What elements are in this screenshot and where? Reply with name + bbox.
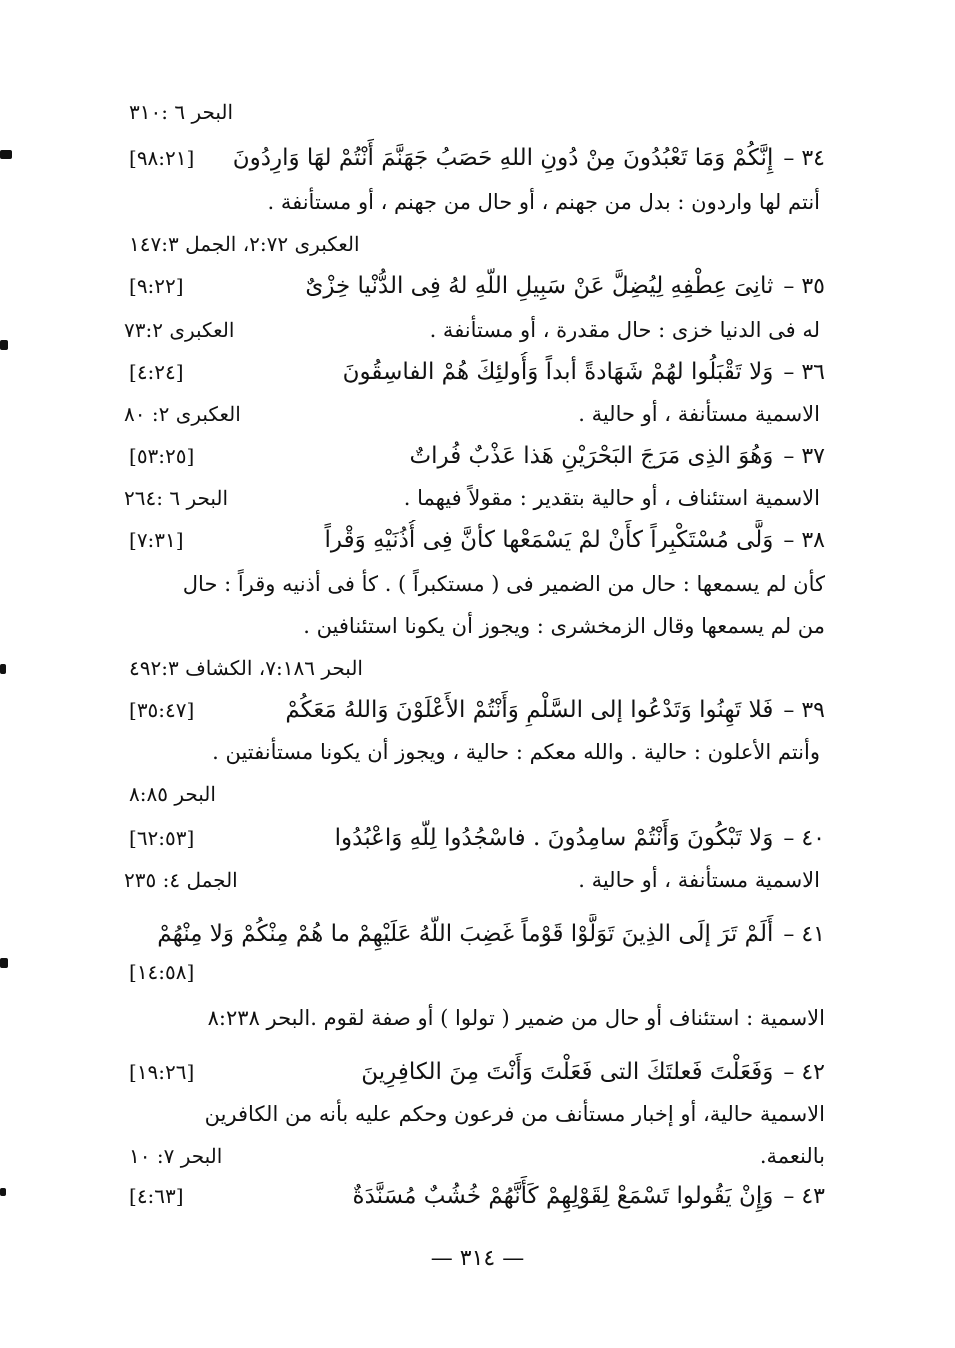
explanation-line [124,732,820,772]
verse-citation: [٩٨:٢١] [129,146,195,170]
verse-line [129,914,825,954]
verse-line [129,690,825,730]
explanation-text: الاسمية مستأنفة ، أو حالية . [578,868,820,892]
verse-citation: [٤:٢٤] [129,360,184,384]
scan-mark [0,1188,6,1196]
verse-line [129,266,825,306]
verse-text: وَلَّى مُسْتَكْبِراً كأَنْ لمْ يَسْمَعْها كأنَّ فِى أُذُنَيْهِ وَقْراً [324,527,774,553]
verse-text: أَلَمْ تَرَ إلَى الذِينَ تَوَلَّوْا قَوْماً غَضِبَ اللّهُ عَلَيْهِمْ ما هُمْ مِنْكُمْ وَلا مِنْهُمْ [157,921,774,947]
scan-mark [0,340,8,350]
verse-citation: [١٤:٥٨] [129,960,195,984]
verse-text: وَفَعَلْتَ فَعلتَكَ التى فَعَلْتَ وَأَنْتَ مِنَ الكافِرِينَ [361,1059,774,1085]
explanation-text: بالنعمة. [759,1144,825,1168]
source-reference-line [129,774,825,814]
verse-line [129,138,825,178]
verse-line [129,520,825,560]
explanation-line [124,310,820,350]
verse-number: ٣٥ – [783,273,825,299]
explanation-text: الاسمية : استئناف أو حال من ضمير ( تولوا ) أو صفة لقوم .البحر ٨:٢٣٨ [207,1006,825,1030]
verse-text: وَهُوَ الذِى مَرَجَ البَحْرَيْنِ هَذا عَذْبٌ فُراتٌ [409,443,774,469]
verse-text: ثانِىَ عِطْفِهِ لِيُضِلَّ عَنْ سَبِيلِ اللّهِ لهُ فِى الدُّنْيا خِزْىٌ [305,273,774,299]
explanation-text: أنتم لها واردون : بدل من جهنم ، أو حال من جهنم ، أو مستأنفة . [267,190,820,214]
verse-number: ٤٢ – [783,1059,825,1085]
source-reference-line [129,224,825,264]
source-reference: البحر ٦ :٣١٠ [129,100,234,124]
source-reference: البحر ٧: ١٠ [129,1144,223,1168]
explanation-text: من لم يسمعها وقال الزمخشرى : ويجوز أن يكونا استئنافين . [303,614,825,638]
explanation-text: الاسمية استئناف ، أو حالية بتقدير : مقولاً فيهما . [403,486,820,510]
verse-citation: [٣٥:٤٧] [129,698,195,722]
explanation-line [129,998,825,1038]
explanation-text: الاسمية حالية، أو إخبار مستأنف من فرعون وحكم عليه بأنه من الكافرين [204,1102,825,1126]
source-reference: البحر ٦ :٢٦٤ [124,486,229,510]
verse-number: ٤١ – [783,921,825,947]
explanation-line [129,564,825,604]
verse-line [129,436,825,476]
verse-citation: [١٩:٢٦] [129,1060,195,1084]
verse-number: ٣٤ – [783,145,825,171]
explanation-line [124,394,820,434]
explanation-text: وأنتم الأعلون : حالية . والله معكم : حالية ، ويجوز أن يكونا مستأنفتين . [212,740,820,764]
verse-number: ٣٦ – [783,359,825,385]
scan-mark [0,150,12,159]
source-reference-line [129,648,825,688]
scan-mark [0,664,6,674]
source-reference: العكبرى ٢: ٨٠ [124,402,241,426]
verse-text: إِنَّكُمْ وَمَا تَعْبُدُونَ مِنْ دُونِ اللهِ حَصَبُ جَهَنَّمَ أَنْتُمْ لهَا وَارِدُونَ [232,145,774,171]
explanation-text: الاسمية مستأنفة ، أو حالية . [578,402,820,426]
verse-number: ٤٠ – [783,825,825,851]
verse-number: ٣٩ – [783,697,825,723]
explanation-line [124,478,820,518]
page-number: — ٣١٤ — [430,1246,525,1271]
explanation-line [129,1136,825,1176]
verse-text: وَلا تَقْبَلُوا لهُمْ شَهَادةً أبداً وَأُولئِكَ هُمْ الفاسِقُونَ [342,359,774,385]
scan-mark [0,958,8,968]
explanation-text: كأن لم يسمعها : حال من الضمير فى ( مستكبراً ) . كأ فى أذنيه وقراً : حال [182,572,825,596]
explanation-line [129,1094,825,1134]
source-reference: العكبرى ٧٣:٢ [124,318,235,342]
source-reference: الجمل ٤: ٢٣٥ [124,868,238,892]
explanation-line [124,860,820,900]
verse-text: وَلا تَبْكُونَ وَأَنْتُمْ سامِدُونَ . فاسْجُدُوا لِلّهِ وَاعْبُدُوا [334,825,774,851]
source-reference-line [129,92,825,132]
verse-citation: [٧:٣١] [129,528,184,552]
verse-number: ٣٧ – [783,443,825,469]
verse-text: فَلا تَهِنُوا وَتَدْعُوا إلى السَّلْمِ وَأَنْتُمْ الأَعْلَوْنَ وَاللهُ مَعَكُمْ [285,697,774,723]
verse-citation: [٤:٦٣] [129,1184,184,1208]
verse-number: ٣٨ – [783,527,825,553]
explanation-line [124,182,820,222]
verse-citation: [٩:٢٢] [129,274,184,298]
verse-citation: [٥٣:٢٥] [129,444,195,468]
verse-text: وَإِنْ يَقُولوا تَسْمَعْ لِقَوْلِهِمْ كَأَنَّهُمْ خُشُبٌ مُسَنَّدَةٌ [352,1183,774,1209]
verse-citation: [٦٢:٥٣] [129,826,195,850]
source-reference: البحر ٧:١٨٦، الكشاف ٤٩٢:٣ [129,656,363,680]
verse-citation-line [129,952,825,992]
explanation-line [129,606,825,646]
verse-line [129,818,825,858]
verse-line [129,1052,825,1092]
source-reference: العكبرى ٢:٧٢، الجمل ١٤٧:٣ [129,232,360,256]
verse-line [129,1176,825,1216]
verse-number: ٤٣ – [783,1183,825,1209]
verse-line [129,352,825,392]
explanation-text: له فى الدنيا خزى : حال مقدرة ، أو مستأنفة . [429,318,820,342]
source-reference: البحر ٨:٨٥ [129,782,216,806]
